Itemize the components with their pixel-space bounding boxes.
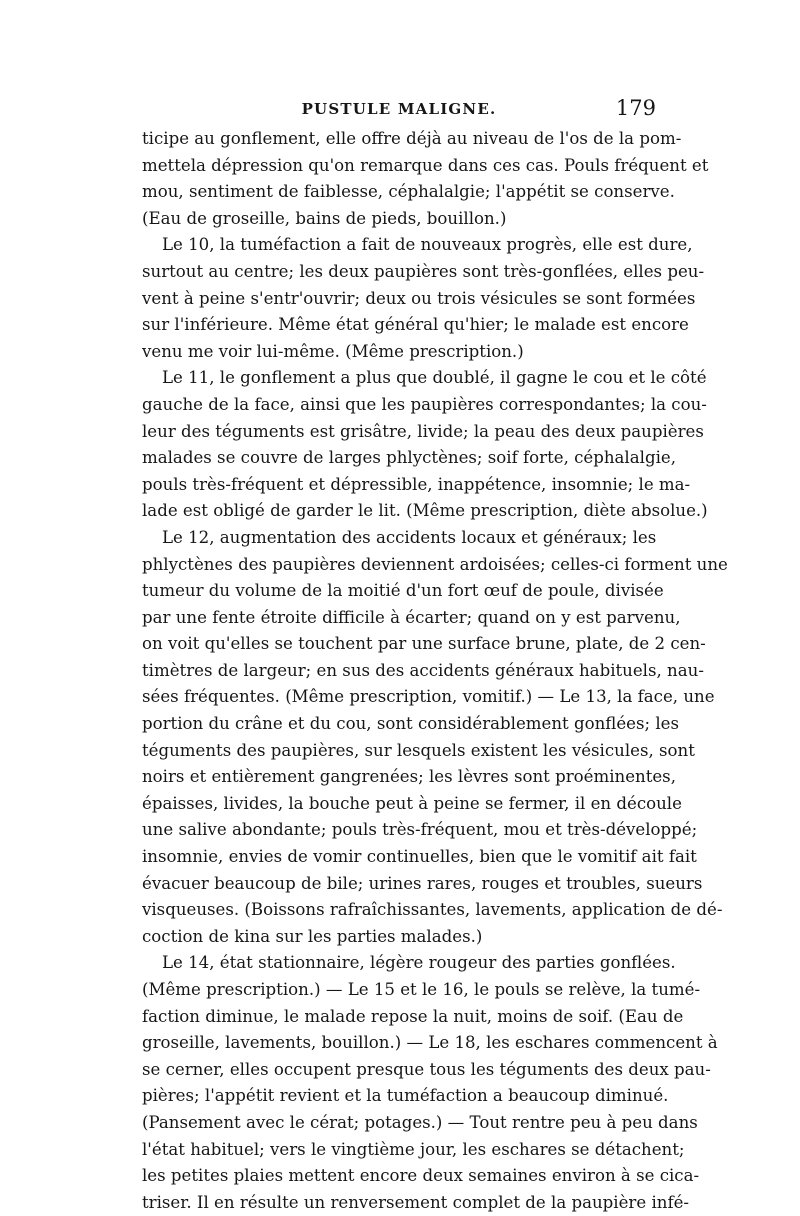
- text-line: visqueuses. (Boissons rafraîchissantes, lavements, application de dé-: [142, 900, 723, 920]
- text-line: ticipe au gonflement, elle offre déjà au niveau de l'os de la pom-: [142, 129, 682, 148]
- text-line: par une fente étroite difficile à écarter; quand on y est parvenu,: [142, 607, 681, 627]
- page-number: 179: [615, 96, 656, 120]
- text-line: malades se couvre de larges phlyctènes; soif forte, céphalalgie,: [142, 448, 676, 468]
- text-line: on voit qu'elles se touchent par une surface brune, plate, de 2 cen-: [142, 634, 706, 654]
- text-line: une salive abondante; pouls très-fréquent, mou et très-développé;: [142, 820, 698, 840]
- text-line: (Eau de groseille, bains de pieds, bouillon.): [142, 208, 507, 228]
- text-line: sur l'inférieure. Même état général qu'hier; le malade est encore: [142, 315, 689, 335]
- text-line: mettela dépression qu'on remarque dans ces cas. Pouls fréquent et: [142, 155, 709, 175]
- text-line: téguments des paupières, sur lesquels existent les vésicules, sont: [142, 740, 695, 760]
- text-line: pières; l'appétit revient et la tuméfaction a beaucoup diminué.: [142, 1086, 669, 1106]
- text-line: triser. Il en résulte un renversement complet de la paupière infé-: [142, 1192, 690, 1212]
- text-line: évacuer beaucoup de bile; urines rares, rouges et troubles, sueurs: [142, 873, 703, 893]
- text-line: leur des téguments est grisâtre, livide; la peau des deux paupières: [142, 421, 704, 441]
- text-line: groseille, lavements, bouillon.) — Le 18, les eschares commencent à: [142, 1033, 718, 1053]
- text-line: sées fréquentes. (Même prescription, vomitif.) — Le 13, la face, une: [142, 687, 715, 707]
- text-line: Le 10, la tuméfaction a fait de nouveaux progrès, elle est dure,: [162, 235, 693, 255]
- text-line: venu me voir lui-même. (Même prescription.): [142, 341, 524, 361]
- text-line: (Même prescription.) — Le 15 et le 16, le pouls se relève, la tumé-: [142, 980, 701, 999]
- text-line: gauche de la face, ainsi que les paupières correspondantes; la cou-: [142, 394, 707, 414]
- text-line: Le 14, état stationnaire, légère rougeur des parties gonflées.: [162, 953, 676, 973]
- text-line: pouls très-fréquent et dépressible, inappétence, insomnie; le ma-: [142, 474, 691, 494]
- text-line: faction diminue, le malade repose la nuit, moins de soif. (Eau de: [142, 1006, 684, 1026]
- body-text: [142, 126, 728, 1216]
- text-line: l'état habituel; vers le vingtième jour, les eschares se détachent;: [142, 1139, 685, 1159]
- text-line: vent à peine s'entr'ouvrir; deux ou trois vésicules se sont formées: [142, 288, 696, 308]
- text-line: insomnie, envies de vomir continuelles, bien que le vomitif ait fait: [142, 847, 697, 867]
- text-line: épaisses, livides, la bouche peut à peine se fermer, il en découle: [142, 793, 682, 813]
- text-line: surtout au centre; les deux paupières sont très-gonflées, elles peu-: [142, 261, 705, 281]
- text-line: mou, sentiment de faiblesse, céphalalgie; l'appétit se conserve.: [142, 182, 675, 202]
- running-header: [142, 96, 656, 124]
- text-line: tumeur du volume de la moitié d'un fort œuf de poule, divisée: [142, 581, 664, 601]
- text-line: coction de kina sur les parties malades.): [142, 926, 483, 946]
- text-line: lade est obligé de garder le lit. (Même prescription, diète absolue.): [142, 501, 708, 521]
- text-line: Le 11, le gonflement a plus que doublé, il gagne le cou et le côté: [162, 368, 707, 388]
- text-line: portion du crâne et du cou, sont considérablement gonflées; les: [142, 714, 679, 734]
- text-line: noirs et entièrement gangrenées; les lèvres sont proéminentes,: [142, 767, 676, 787]
- text-line: (Pansement avec le cérat; potages.) — Tout rentre peu à peu dans: [142, 1112, 698, 1132]
- text-line: les petites plaies mettent encore deux semaines environ à se cica-: [142, 1166, 700, 1186]
- running-title: PUSTULE MALIGNE.: [301, 100, 497, 118]
- text-line: Le 12, augmentation des accidents locaux et généraux; les: [162, 527, 657, 547]
- text-line: timètres de largeur; en sus des accidents généraux habituels, nau-: [142, 660, 704, 680]
- text-line: se cerner, elles occupent presque tous les téguments des deux pau-: [142, 1059, 711, 1079]
- text-line: phlyctènes des paupières deviennent ardoisées; celles-ci forment une: [142, 554, 728, 574]
